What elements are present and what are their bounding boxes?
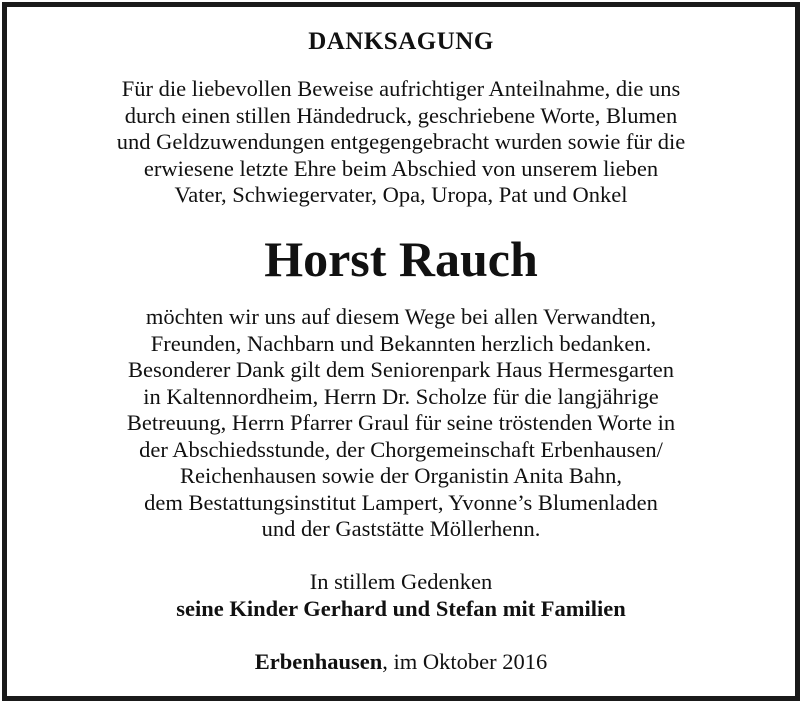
thanks-line: Reichenhausen sowie der Organistin Anita Bahn, [180, 463, 622, 488]
intro-line: Vater, Schwiegervater, Opa, Uropa, Pat und Onkel [174, 182, 628, 207]
closing-block [7, 569, 795, 622]
thanks-line: Betreuung, Herrn Pfarrer Graul für seine tröstenden Worte in [126, 410, 676, 435]
intro-paragraph [7, 76, 795, 209]
signature-line: seine Kinder Gerhard und Stefan mit Familien [176, 595, 626, 621]
thanks-line: dem Bestattungsinstitut Lampert, Yvonne’s Blumenladen [144, 489, 658, 515]
thanks-line: möchten wir uns auf diesem Wege bei allen Verwandten, [145, 304, 657, 329]
thanks-paragraph [7, 304, 795, 543]
thanks-line: der Abschiedsstunde, der Chorgemeinschaft Erbenhausen/ [139, 436, 663, 462]
thanks-line: und der Gaststätte Möllerhenn. [261, 516, 541, 541]
intro-line: durch einen stillen Händedruck, geschriebene Worte, Blumen [124, 102, 678, 128]
memory-line: In stillem Gedenken [309, 569, 493, 594]
deceased-name: Horst Rauch [264, 231, 538, 287]
thanks-line: in Kaltennordheim, Herrn Dr. Scholze für die langjährige [143, 383, 659, 409]
intro-line: erwiesene letzte Ehre beim Abschied von unserem lieben [143, 155, 659, 181]
date-text: , im Oktober 2016 [382, 649, 548, 674]
notice-heading: DANKSAGUNG [308, 28, 494, 55]
place-date-line [7, 649, 795, 676]
intro-line: und Geldzuwendungen entgegengebracht wurden sowie für die [116, 129, 686, 154]
thanks-line: Besonderer Dank gilt dem Seniorenpark Haus Hermesgarten [127, 357, 675, 382]
thanks-line: Freunden, Nachbarn und Bekannten herzlich bedanken. [150, 330, 652, 356]
intro-line: Für die liebevollen Beweise aufrichtiger Anteilnahme, die uns [121, 76, 681, 101]
place-name: Erbenhausen [254, 649, 383, 674]
